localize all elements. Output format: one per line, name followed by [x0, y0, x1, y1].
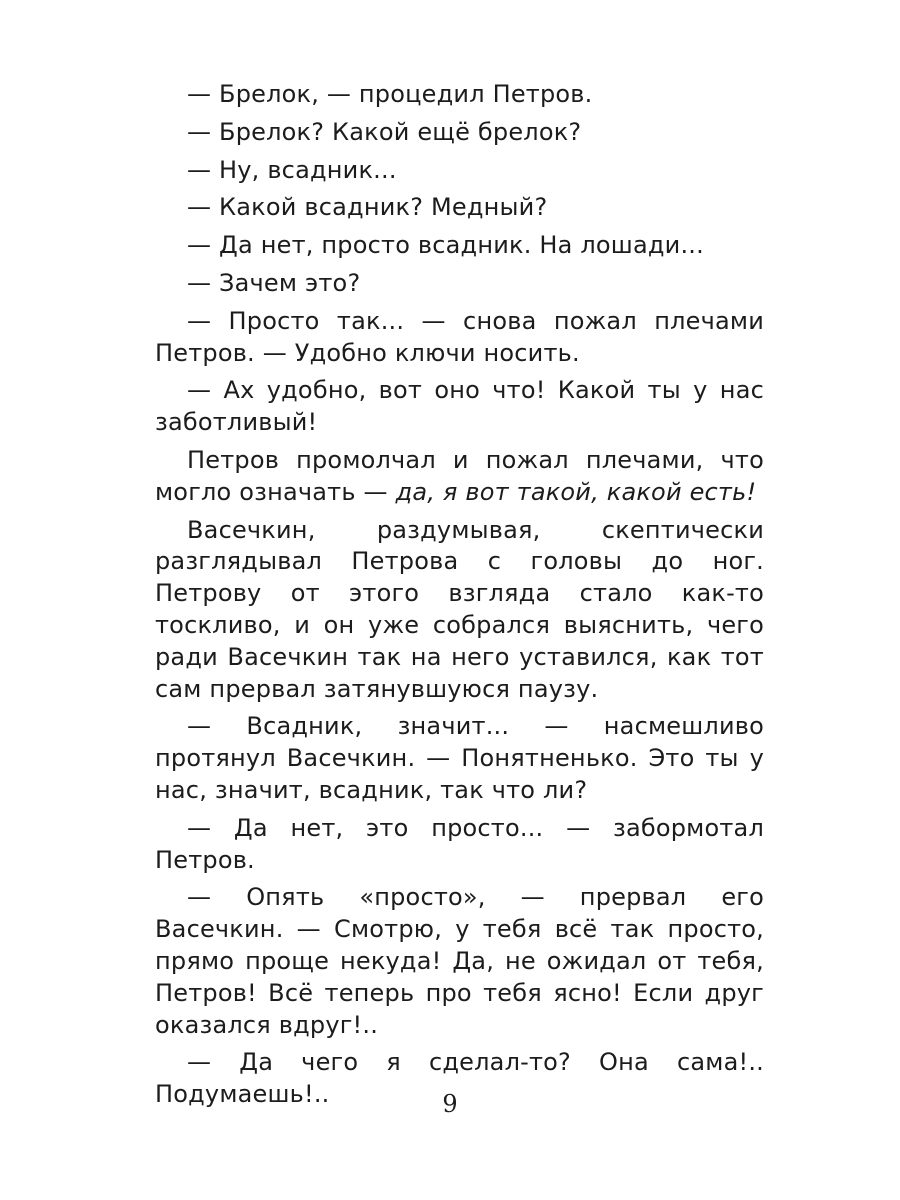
paragraph: — Да нет, это просто... — забормотал Петров. [155, 813, 764, 874]
paragraph: Петров промолчал и пожал плечами, что могло означать — да, я вот такой, какой есть! [155, 445, 764, 506]
paragraph: — Да чего я сделал-то? Она сама!.. Подумаешь!.. [155, 1048, 764, 1109]
paragraph: Васечкин, раздумывая, скептически разглядывал Петрова с головы до ног. Петрову от этого взгляда стало как-то тоскливо, и он уже собрался выяснить, чего ради Васечкин так на него уставился, как тот сам прервал затянувшуюся паузу. [155, 515, 764, 703]
paragraph: — Ах удобно, вот оно что! Какой ты у нас заботливый! [155, 376, 764, 437]
paragraph: — Какой всадник? Медный? [187, 193, 548, 222]
paragraph: — Всадник, значит... — насмешливо протянул Васечкин. — Понятненько. Это ты у нас, значит, всадник, так что ли? [155, 712, 764, 804]
page-number: 9 [442, 1090, 458, 1118]
paragraph: — Брелок? Какой ещё брелок? [187, 117, 582, 146]
paragraph: — Да нет, просто всадник. На лошади... [187, 231, 704, 260]
paragraph: — Зачем это? [187, 268, 361, 297]
paragraph: — Опять «просто», — прервал его Васечкин. — Смотрю, у тебя всё так просто, прямо проще некуда! Да, не ожидал от тебя, Петров! Всё теперь про тебя ясно! Если друг оказался вдруг!.. [155, 883, 764, 1039]
text-column [155, 79, 764, 1117]
paragraph: — Брелок, — процедил Петров. [187, 80, 593, 108]
paragraph: — Просто так... — снова пожал плечами Петров. — Удобно ключи носить. [155, 306, 764, 367]
italic-text: да, я вот такой, какой есть! [395, 477, 757, 506]
paragraph: — Ну, всадник... [187, 155, 397, 184]
